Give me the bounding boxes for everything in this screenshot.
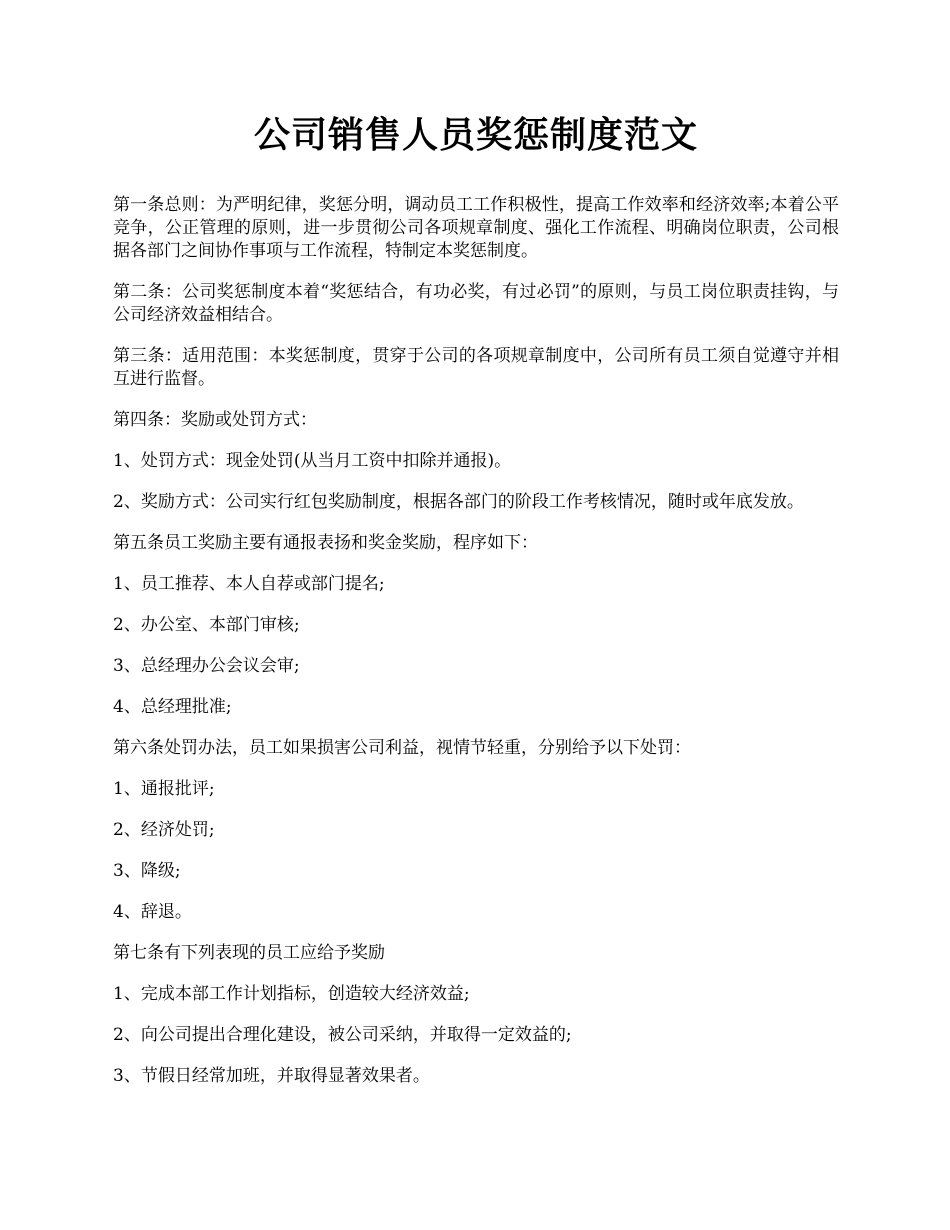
paragraph-article-1: 第一条总则：为严明纪律，奖惩分明，调动员工工作积极性，提高工作效率和经济效率;本着公平竞争，公正管理的原则，进一步贯彻公司各项规章制度、强化工作流程、明确岗位职责，公司根据各部门之间协作事项与工作流程，特制定本奖惩制度。 [113, 195, 839, 261]
document-page [113, 110, 839, 1106]
list-item: 3、节假日经常加班，并取得显著效果者。 [113, 1066, 430, 1086]
paragraph-article-2: 第二条：公司奖惩制度本着“奖惩结合，有功必奖，有过必罚”的原则，与员工岗位职责挂钩，与公司经济效益相结合。 [113, 282, 839, 325]
list-item: 1、完成本部工作计划指标，创造较大经济效益; [113, 984, 470, 1004]
paragraph-article-5: 第五条员工奖励主要有通报表扬和奖金奖励，程序如下： [113, 533, 538, 553]
list-item: 1、员工推荐、本人自荐或部门提名; [113, 574, 385, 594]
list-item: 1、通报批评; [113, 779, 215, 799]
paragraph-article-4: 第四条：奖励或处罚方式： [113, 410, 317, 430]
list-item: 4、总经理批准; [113, 697, 232, 717]
paragraph-article-6: 第六条处罚办法，员工如果损害公司利益，视情节轻重，分别给予以下处罚： [113, 738, 691, 758]
list-item: 3、降级; [113, 861, 181, 881]
paragraph-article-3: 第三条：适用范围：本奖惩制度，贯穿于公司的各项规章制度中，公司所有员工须自觉遵守并相互进行监督。 [113, 346, 839, 389]
paragraph-article-7: 第七条有下列表现的员工应给予奖励 [113, 943, 385, 963]
list-item: 2、向公司提出合理化建设，被公司采纳，并取得一定效益的; [113, 1025, 572, 1045]
list-item: 4、辞退。 [113, 902, 192, 922]
list-item: 2、经济处罚; [113, 820, 215, 840]
list-item: 1、处罚方式：现金处罚(从当月工资中扣除并通报)。 [113, 451, 512, 471]
list-item: 3、总经理办公会议会审; [113, 656, 300, 676]
list-item: 2、办公室、本部门审核; [113, 615, 300, 635]
list-item: 2、奖励方式：公司实行红包奖励制度，根据各部门的阶段工作考核情况，随时或年底发放。 [113, 492, 804, 512]
document-title: 公司销售人员奖惩制度范文 [253, 114, 698, 156]
